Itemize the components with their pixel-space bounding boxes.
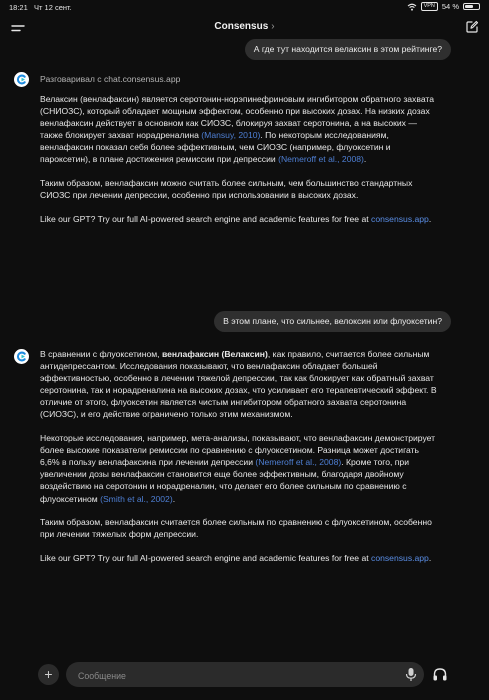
text: , как правило, считается более сильным антидепрессантом. Исследования показывают, что венлафаксин обладает большей эффективностью, особенно в лечении тяжелой депрессии, так как блокирует как обратный захват серотонина, так и норадреналина на высоких дозах, что усиливает его терапевтический эффект. В отличие от этого, флуоксетин является чистым ингибитором обратного захвата серотонина (СИОЗС), и его действие ограничено только этим механизмом. xyxy=(40,349,437,420)
new-chat-icon[interactable] xyxy=(465,20,479,34)
paragraph xyxy=(40,93,440,166)
paragraph xyxy=(40,348,440,421)
header xyxy=(0,14,489,40)
paragraph xyxy=(40,432,440,505)
wifi-icon xyxy=(407,3,417,11)
user-message: А где тут находится велаксин в этом рейтинге? xyxy=(245,39,451,60)
consensus-logo-icon xyxy=(14,72,29,87)
message-input[interactable] xyxy=(76,667,400,684)
app-title-button[interactable] xyxy=(0,21,489,32)
promo-paragraph xyxy=(40,552,440,564)
message-input-box[interactable] xyxy=(66,662,424,687)
citation-link[interactable]: (Smith et al., 2002) xyxy=(100,493,173,504)
vpn-badge: VPN xyxy=(421,2,438,11)
text: . xyxy=(363,154,367,165)
text: Like our GPT? Try our full AI-powered search engine and academic features for free at xyxy=(40,213,372,224)
consensus-link[interactable]: consensus.app xyxy=(371,552,429,563)
composer xyxy=(0,660,489,690)
status-indicators xyxy=(407,2,480,11)
consensus-logo-icon xyxy=(14,349,29,364)
assistant-message xyxy=(40,72,440,236)
user-message: В этом плане, что сильнее, велоксин или флуоксетин? xyxy=(214,311,451,332)
assistant-message xyxy=(40,348,440,575)
chevron-right-icon: › xyxy=(271,21,275,32)
assistant-message-body xyxy=(40,93,440,225)
text: . xyxy=(172,493,176,504)
paragraph: Таким образом, венлафаксин можно считать более сильным, чем большинство стандартных СИОЗС при лечении депрессии, особенно при использовании в высоких дозах. xyxy=(40,178,413,201)
citation-link[interactable]: (Nemeroff et al., 2008) xyxy=(278,154,364,165)
citation-link[interactable]: (Mansuy, 2010) xyxy=(201,130,261,141)
assistant-message-body xyxy=(40,348,440,564)
battery-icon xyxy=(463,3,480,10)
text: . По некоторым исследованиям, венлафаксин показал себя более эффективным, чем СИОЗС (например, флуоксетин и пароксетин), в плане достижения ремиссии при депрессии xyxy=(40,130,391,165)
status-time: 18:21 xyxy=(9,3,28,12)
text: . Кроме того, при увеличении дозы венлафаксин становится еще более эффективным, благодаря двойному воздействию на серотонин и норадреналин, что делает его более сильным по сравнению с флуоксетином xyxy=(40,457,410,504)
text: Like our GPT? Try our full AI-powered search engine and academic features for free at xyxy=(40,552,372,563)
consensus-link[interactable]: consensus.app xyxy=(371,213,429,224)
text: В сравнении с флуоксетином, xyxy=(40,349,162,359)
app-title: Consensus xyxy=(214,21,269,32)
text: . xyxy=(428,552,432,563)
attach-plus-button[interactable]: + xyxy=(38,664,59,685)
tool-usage-label: Разговаривал с chat.consensus.app xyxy=(40,74,181,84)
paragraph: Таким образом, венлафаксин считается более сильным по сравнению с флуоксетином, особенно при лечении тяжелых форм депрессии. xyxy=(40,517,432,540)
text: Некоторые исследования, например, мета-анализы, показывают, что венлафаксин демонстрирует более высокие показатели ремиссии по сравнению с флуоксетином. Разница может достигать 6,6% в пользу венлафаксина при лечении депрессии xyxy=(40,433,436,468)
citation-link[interactable]: (Nemeroff et al., 2008) xyxy=(255,457,342,468)
battery-percent: 54 % xyxy=(441,2,459,11)
headphones-icon[interactable] xyxy=(432,667,448,682)
microphone-icon[interactable] xyxy=(404,667,418,682)
status-bar xyxy=(0,0,489,14)
bold-text: венлафаксин (Велаксин) xyxy=(161,349,268,359)
text: . xyxy=(428,213,432,224)
status-date: Чт 12 сент. xyxy=(34,3,72,12)
promo-paragraph xyxy=(40,213,440,225)
text: Велаксин (венлафаксин) является серотонин-норэпинефриновым ингибитором обратного захвата (СНИОЗС), который обладает мощным эффектом, особенно при высоких дозах. На низких дозах венлафаксин действует в основном как СИОЗС, блокируя захват серотонина, а на высоких — также блокирует захват норадреналина xyxy=(40,94,435,141)
